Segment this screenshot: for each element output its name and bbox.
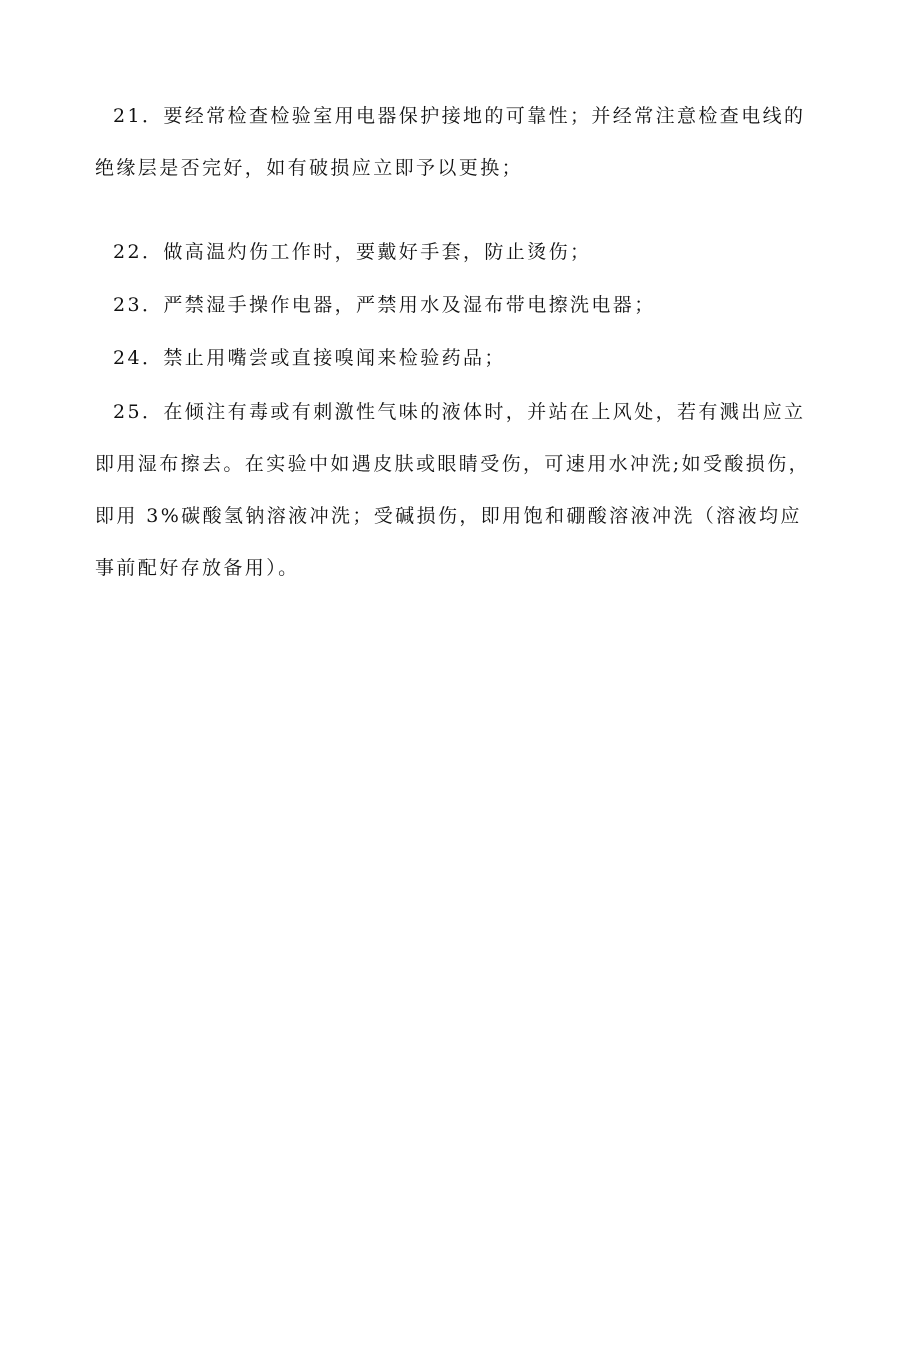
item-21: [95, 90, 859, 194]
item-text-line: 即用湿布擦去。在实验中如遇皮肤或眼睛受伤，可速用水冲洗;如受酸损伤，: [95, 453, 811, 475]
item-number: 25．: [113, 401, 164, 423]
item-number: 21．: [113, 105, 164, 127]
item-text-line: 即用 3%碳酸氢钠溶液冲洗；受碱损伤，即用饱和硼酸溶液冲洗（溶液均应: [95, 505, 802, 527]
item-text-line: 要经常检查检验室用电器保护接地的可靠性；并经常注意检查电线的: [163, 105, 806, 127]
item-text-line: 事前配好存放备用）。: [95, 557, 300, 579]
item-22: [95, 226, 859, 278]
item-25: [95, 386, 859, 594]
item-text-line: 严禁湿手操作电器，严禁用水及湿布带电擦洗电器；: [163, 294, 656, 316]
item-23: [95, 279, 859, 331]
item-number: 24．: [113, 347, 164, 369]
item-text-line: 禁止用嘴尝或直接嗅闻来检验药品；: [163, 347, 506, 369]
item-24: [95, 332, 859, 384]
item-text-line: 绝缘层是否完好，如有破损应立即予以更换；: [95, 157, 524, 179]
item-text-line: 做高温灼伤工作时，要戴好手套，防止烫伤；: [163, 241, 592, 263]
item-number: 23．: [113, 294, 164, 316]
item-number: 22．: [113, 241, 164, 263]
item-text-line: 在倾注有毒或有刺激性气味的液体时，并站在上风处，若有溅出应立: [163, 401, 806, 423]
